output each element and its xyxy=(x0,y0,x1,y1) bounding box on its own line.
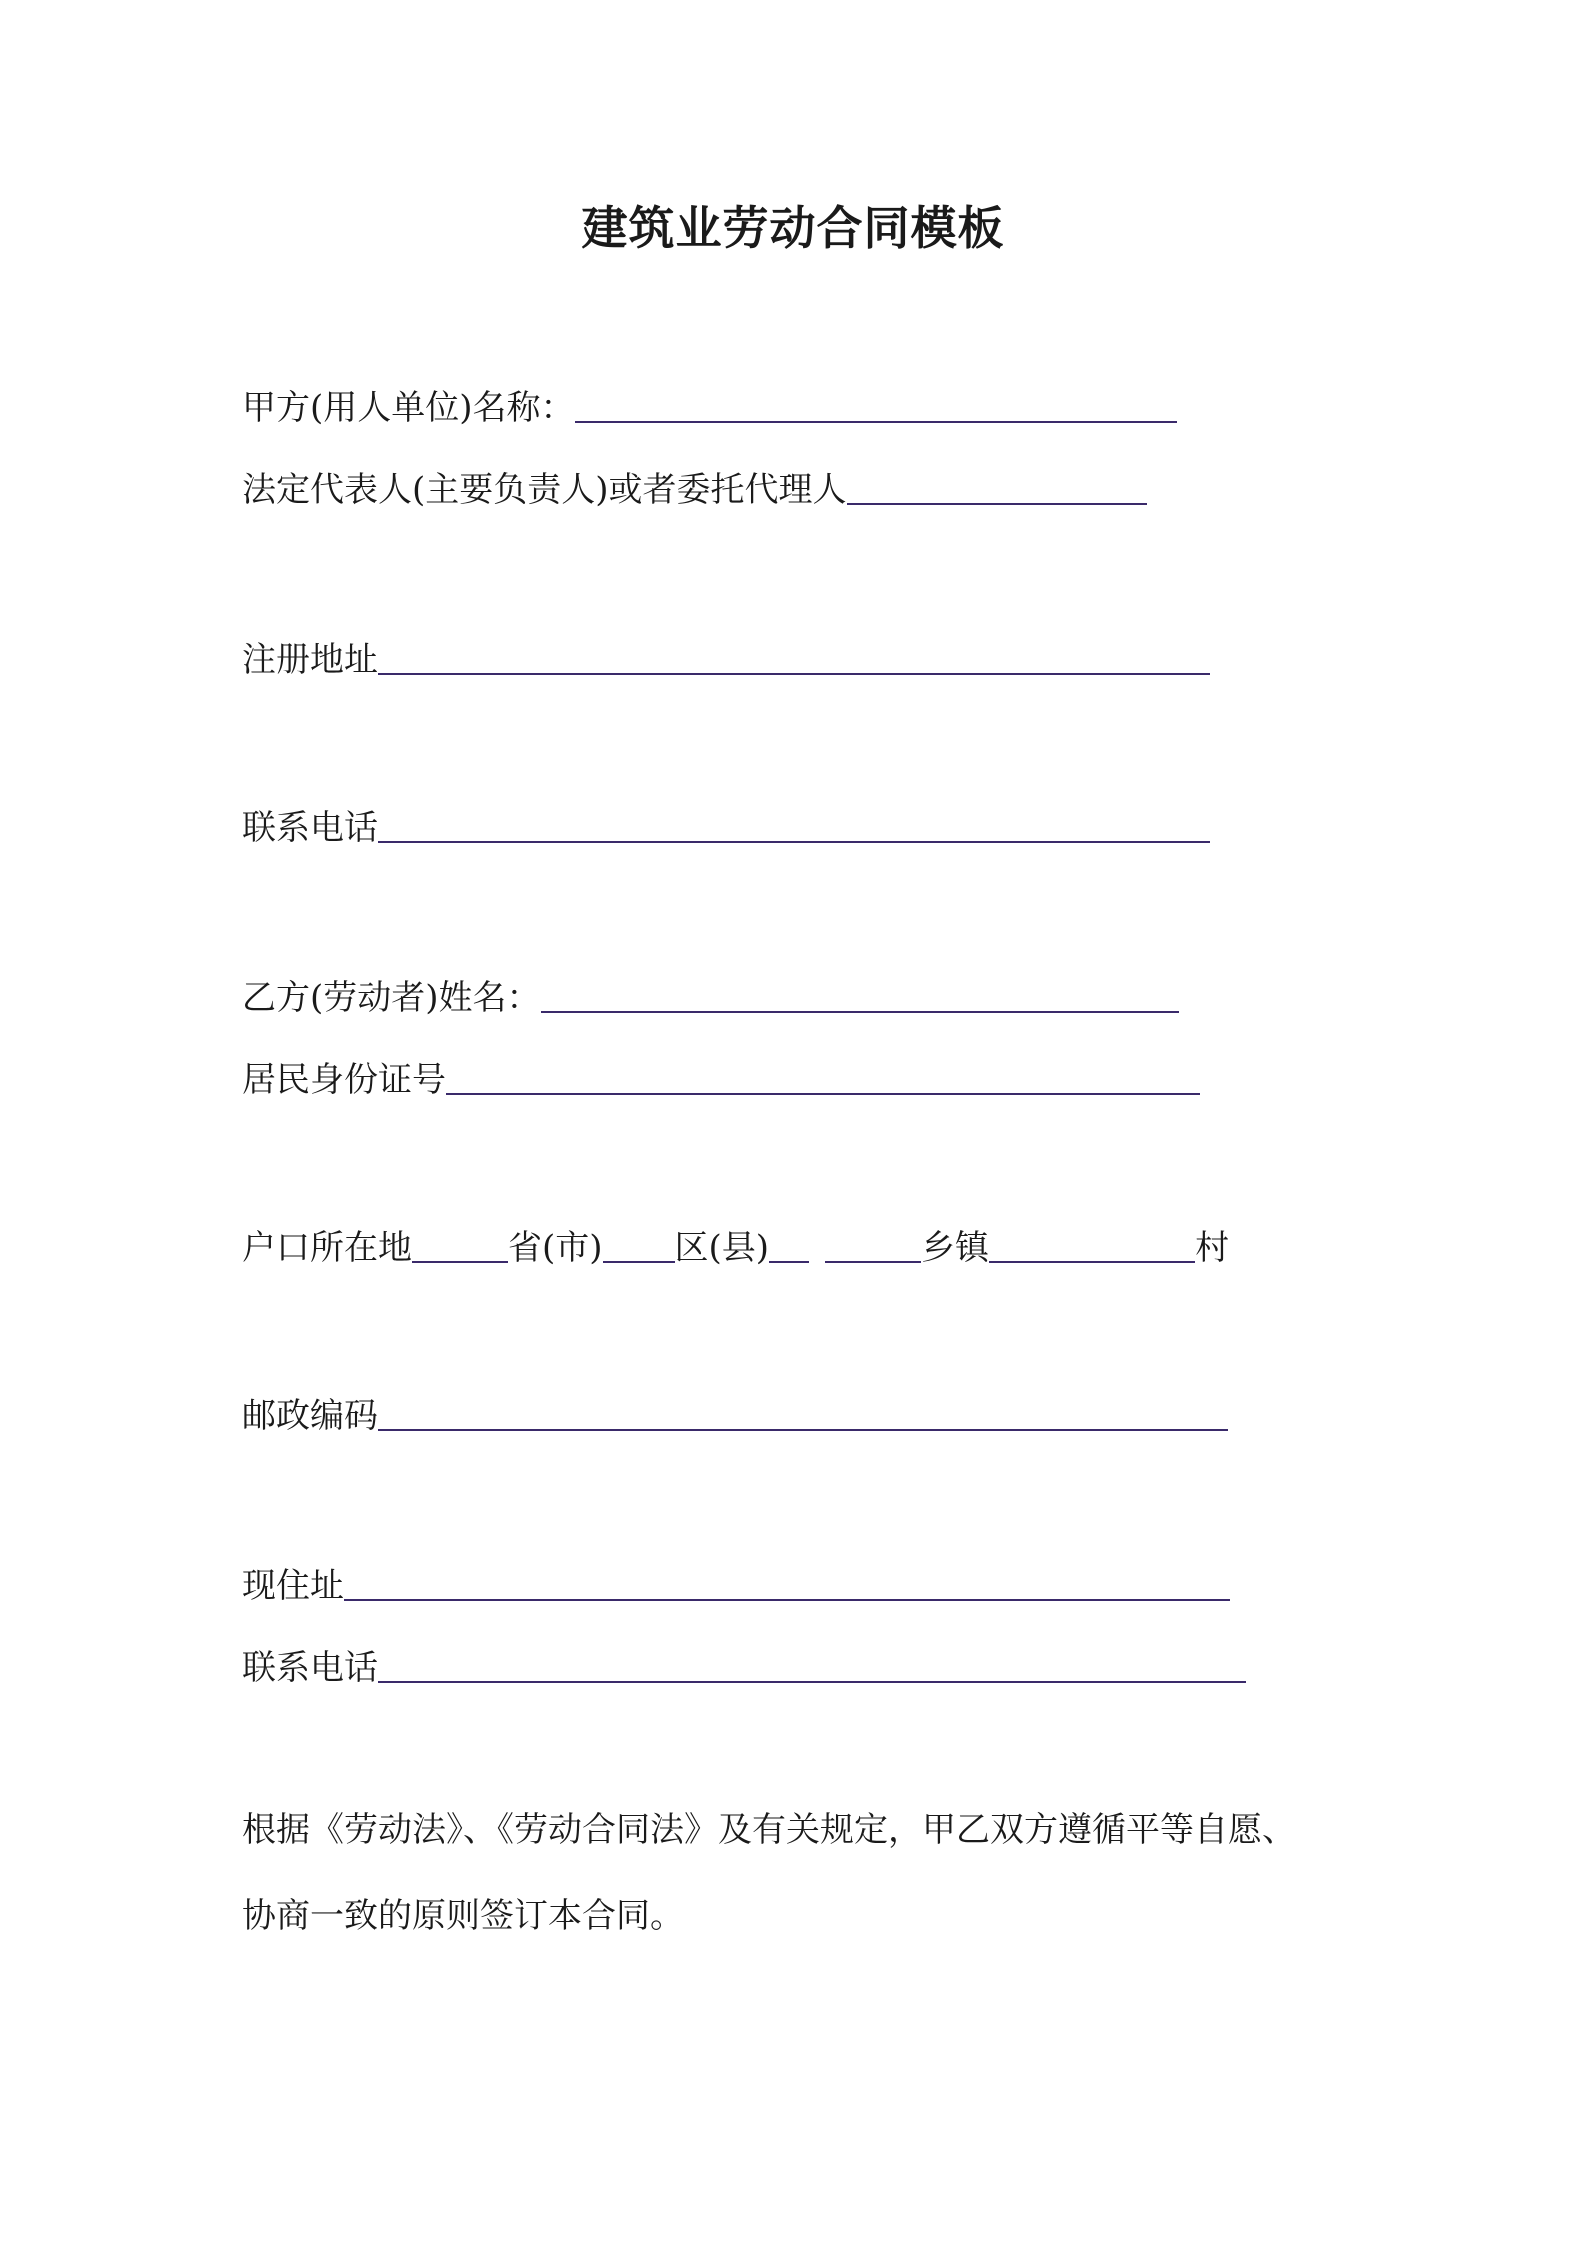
party-b-name-label: 乙方(劳动者)姓名： xyxy=(242,978,541,1018)
current-address-row xyxy=(242,1554,1230,1610)
hukou-row xyxy=(242,1216,1229,1272)
registered-address-row xyxy=(242,628,1210,684)
party-b-phone-label: 联系电话 xyxy=(242,1648,378,1688)
party-a-phone-row xyxy=(242,796,1210,852)
party-b-name-blank[interactable] xyxy=(541,1010,1179,1013)
town-label: 乡镇 xyxy=(921,1228,990,1268)
current-address-blank[interactable] xyxy=(344,1598,1230,1601)
registered-address-label: 注册地址 xyxy=(242,640,378,680)
postcode-blank[interactable] xyxy=(378,1428,1228,1431)
preamble-line-2: 协商一致的原则签订本合同。 xyxy=(242,1896,684,1936)
postcode-label: 邮政编码 xyxy=(242,1396,378,1436)
county-blank-1[interactable] xyxy=(769,1260,809,1263)
representative-blank[interactable] xyxy=(847,502,1147,505)
party-a-phone-blank[interactable] xyxy=(378,840,1210,843)
province-label: 省(市) xyxy=(508,1228,603,1268)
preamble-line-1: 根据《劳动法》、《劳动合同法》及有关规定，甲乙双方遵循平等自愿、 xyxy=(242,1810,1296,1850)
party-a-name-label: 甲方(用人单位)名称： xyxy=(242,388,575,428)
province-blank[interactable] xyxy=(412,1260,508,1263)
county-blank-2[interactable] xyxy=(825,1260,921,1263)
party-a-name-blank[interactable] xyxy=(575,420,1177,423)
district-blank[interactable] xyxy=(603,1260,675,1263)
registered-address-blank[interactable] xyxy=(378,672,1210,675)
town-blank[interactable] xyxy=(989,1260,1195,1263)
party-b-phone-row xyxy=(242,1636,1246,1692)
party-a-phone-label: 联系电话 xyxy=(242,808,378,848)
representative-label: 法定代表人(主要负责人)或者委托代理人 xyxy=(242,470,847,510)
id-number-blank[interactable] xyxy=(446,1092,1200,1095)
party-b-name-row xyxy=(242,966,1179,1022)
party-b-phone-blank[interactable] xyxy=(378,1680,1246,1683)
village-label: 村 xyxy=(1195,1228,1230,1268)
postcode-row xyxy=(242,1384,1228,1440)
current-address-label: 现住址 xyxy=(242,1566,344,1606)
party-a-name-row xyxy=(242,376,1177,432)
id-number-label: 居民身份证号 xyxy=(242,1060,446,1100)
hukou-label: 户口所在地 xyxy=(242,1228,412,1268)
district-label: 区(县) xyxy=(674,1228,770,1268)
id-number-row xyxy=(242,1048,1200,1104)
page-title: 建筑业劳动合同模板 xyxy=(581,201,1005,255)
representative-row xyxy=(242,458,1147,514)
